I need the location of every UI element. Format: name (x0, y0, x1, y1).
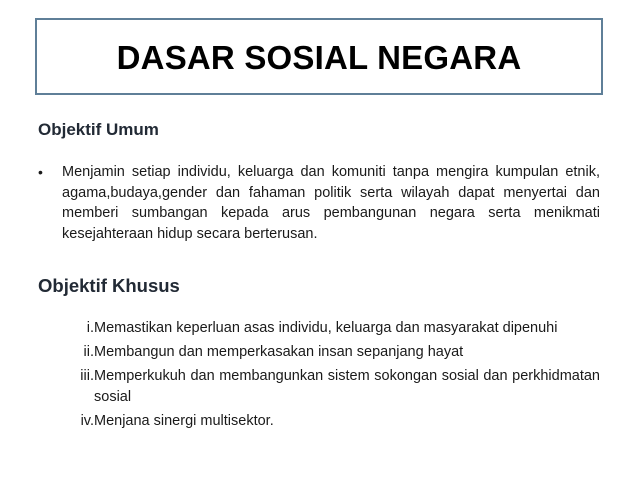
list-item (56, 366, 600, 407)
list-item-text: Menjana sinergi multisektor. (94, 412, 274, 429)
list-marker: iii. (80, 368, 94, 384)
bullet-text: Menjamin setiap individu, keluarga dan komuniti tanpa mengira kumpulan etnik, agama,budaya,gender dan fahaman politik serta wilayah dapat menyertai dan memberi sumbangan kepada arus pembangunan negara serta menikmati kesejahteraan hidup secara berterusan. (62, 164, 600, 242)
bullet-item (38, 162, 600, 244)
list-marker: ii. (83, 344, 94, 360)
page-title: DASAR SOSIAL NEGARA (116, 38, 522, 76)
list-item-text: Membangun dan memperkasakan insan sepanjang hayat (94, 344, 464, 360)
list-item-text: Memastikan keperluan asas individu, keluarga dan masyarakat dipenuhi (94, 320, 558, 336)
list-item (56, 342, 600, 363)
bullet-icon: • (38, 164, 43, 180)
list-marker: i. (86, 320, 94, 336)
list-item (56, 411, 600, 432)
heading-objektif-khusus: Objektif Khusus (38, 275, 180, 296)
general-objective-block (38, 162, 600, 244)
list-marker: iv. (80, 412, 94, 429)
list-item (56, 318, 600, 339)
specific-objectives-list (56, 318, 600, 435)
list-item-text: Memperkukuh dan membangunkan sistem sokongan sosial dan perkhidmatan sosial (94, 368, 600, 405)
title-box (35, 18, 603, 95)
heading-objektif-umum: Objektif Umum (38, 120, 159, 139)
